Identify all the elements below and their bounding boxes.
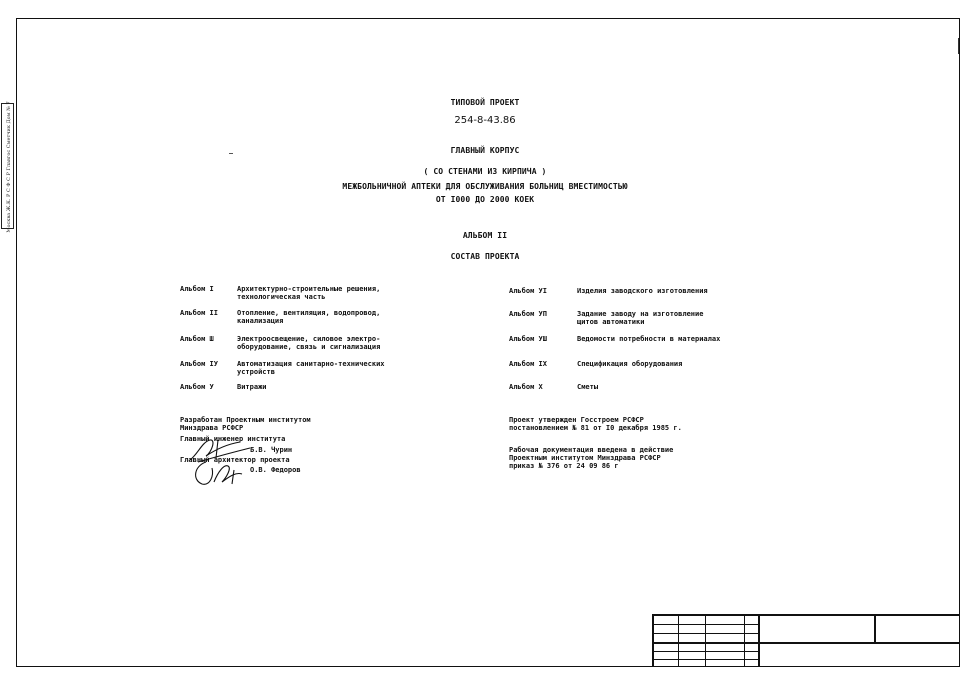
album-description: Отопление, вентиляция, водопровод, канализация [237,309,381,325]
chief-architect-title: Главный архитектор проекта [180,456,290,464]
developer-line: Минздрава РСФСР [180,424,244,432]
capacity-line: ОТ I000 ДО 2000 КОЕК [435,195,535,204]
composition-title: СОСТАВ ПРОЕКТА [450,252,520,261]
album-description: Архитектурно-строительные решения, технологическая часть [237,285,381,301]
album-description: Сметы [577,383,599,391]
album-id: Альбом УП [509,310,547,318]
approval-line: Рабочая документация введена в действие [509,446,674,454]
album-id: Альбом Х [509,383,543,391]
walls-note: ( СО СТЕНАМИ ИЗ КИРПИЧА ) [423,167,547,176]
album-description: Ведомости потребности в материалах [577,335,721,343]
album-id: Альбом УI [509,287,547,295]
purpose-line: МЕЖБОЛЬНИЧНОЙ АПТЕКИ ДЛЯ ОБСЛУЖИВАНИЯ БОЛЬНИЦ ВМЕСТИМОСТЬЮ [342,182,628,191]
album-description: Электроосвещение, силовое электро- оборудование, связь и сигнализация [237,335,381,351]
album-id: Альбом У [180,383,214,391]
project-number: 254-8-43.86 [454,115,516,126]
building-title: ГЛАВНЫЙ КОРПУС [450,146,520,155]
approval-line: постановлением № 81 от I0 декабря 1985 г. [509,424,682,432]
chief-architect-name: О.В. Федоров [250,466,301,474]
project-type: ТИПОВОЙ ПРОЕКТ [450,98,520,107]
chief-architect-signature [192,458,252,488]
album-description: Изделия заводского изготовления [577,287,708,295]
album-description: Спецификация оборудования [577,360,683,368]
album-title: АЛЬБОМ II [462,231,508,240]
album-description: Задание заводу на изготовление щитов автоматики [577,310,704,326]
approval-line: Проект утвержден Госстроем РСФСР [509,416,644,424]
album-description: Витражи [237,383,267,391]
developer-line: Разработан Проектным институтом [180,416,311,424]
edge-mark [958,38,959,54]
album-id: Альбом Ш [180,335,214,343]
album-id: Альбом II [180,309,218,317]
chief-engineer-name: Б.В. Чурин [250,446,293,454]
approval-line: приказ № 376 от 24 09 86 г [509,462,619,470]
album-description: Автоматизация санитарно-технических устройств [237,360,385,376]
chief-engineer-title: Главный инженер института [180,435,286,443]
album-id: Альбом I [180,285,214,293]
approval-line: Проектным институтом Минздрава РСФСР [509,454,661,462]
album-id: Альбом IХ [509,360,547,368]
album-id: Альбом УШ [509,335,547,343]
album-id: Альбом IУ [180,360,218,368]
side-stamp-text: Москва Ж.К. Р С Ф С Р Главгос Сметчик Дом № 7 [6,101,12,233]
